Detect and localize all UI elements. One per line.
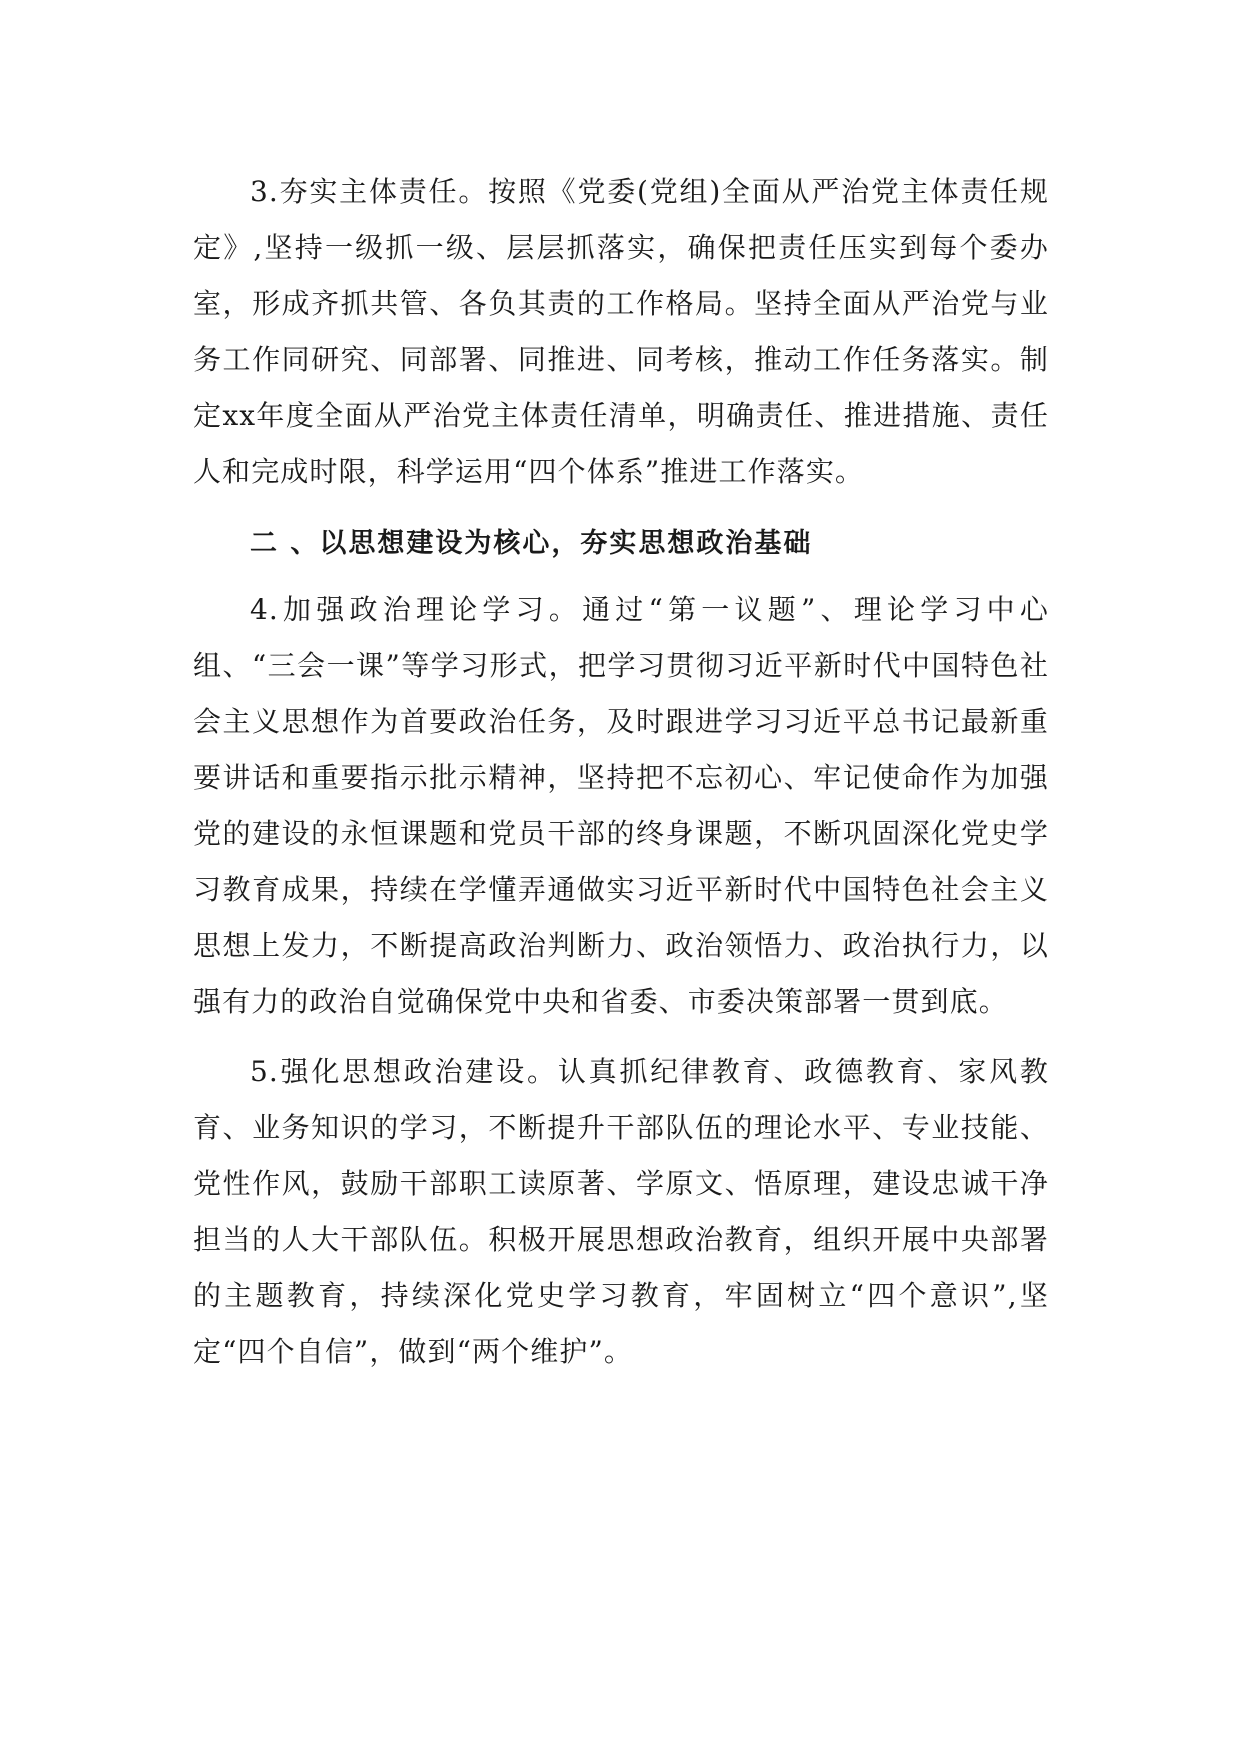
paragraph-political-theory-study: 4.加强政治理论学习。通过“第一议题”、理论学习中心组、“三会一课”等学习形式，把学习贯彻习近平新时代中国特色社会主义思想作为首要政治任务，及时跟进学习习近平总书记最新重要讲话和重要指示批示精神，坚持把不忘初心、牢记使命作为加强党的建设的永恒课题和党员干部的终身课题，不断巩固深化党史学习教育成果，持续在学懂弄通做实习近平新时代中国特色社会主义思想上发力，不断提高政治判断力、政治领悟力、政治执行力，以强有力的政治自觉确保党中央和省委、市委决策部署一贯到底。 [193,593,1049,1018]
paragraph-strengthen-responsibility: 3.夯实主体责任。按照《党委(党组)全面从严治党主体责任规定》,坚持一级抓一级、层层抓落实，确保把责任压实到每个委办室，形成齐抓共管、各负其责的工作格局。坚持全面从严治党与业务工作同研究、同部署、同推进、同考核，推动工作任务落实。制定xx年度全面从严治党主体责任清单，明确责任、推进措施、责任人和完成时限，科学运用“四个体系”推进工作落实。 [193,175,1049,488]
paragraph-ideological-political-building: 5.强化思想政治建设。认真抓纪律教育、政德教育、家风教育、业务知识的学习，不断提升干部队伍的理论水平、专业技能、党性作风，鼓励干部职工读原著、学原文、悟原理，建设忠诚干净担当的人大干部队伍。积极开展思想政治教育，组织开展中央部署的主题教育，持续深化党史学习教育，牢固树立“四个意识”,坚定“四个自信”，做到“两个维护”。 [193,1055,1049,1368]
document-body [193,164,1049,1380]
section-heading-ideological-building: 二 、以思想建设为核心，夯实思想政治基础 [250,528,813,559]
